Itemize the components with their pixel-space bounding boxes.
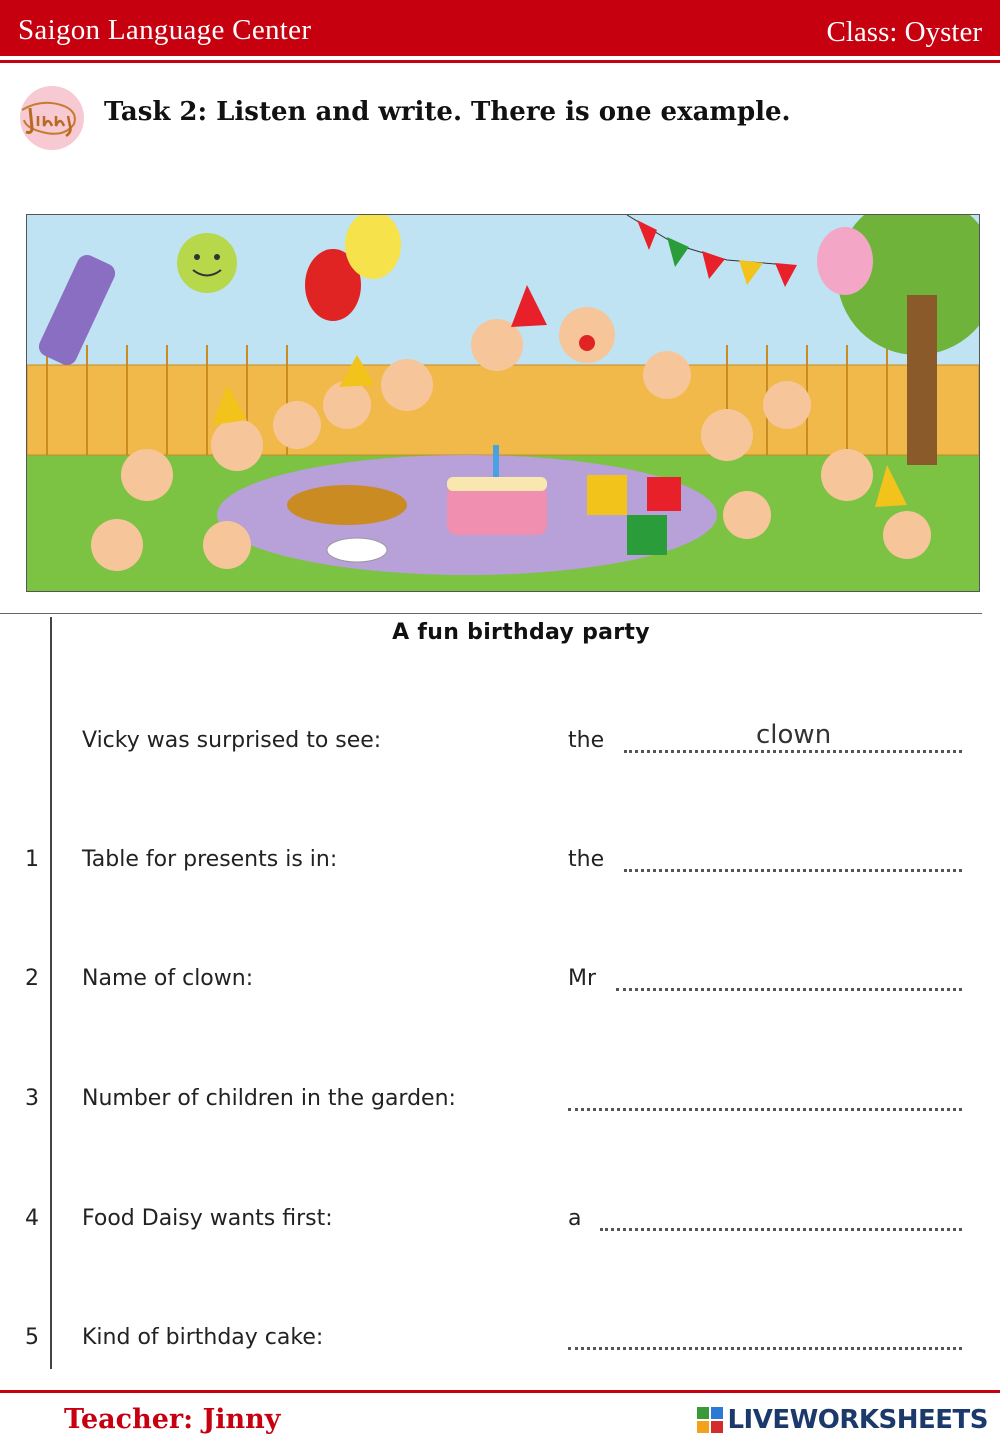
answer-field[interactable]	[616, 966, 962, 991]
question-text: Number of children in the garden:	[82, 1086, 456, 1111]
question-number: 1	[25, 847, 39, 872]
class-label: Class: Oyster	[826, 16, 982, 48]
section-divider	[0, 613, 982, 614]
answer-field[interactable]	[568, 1086, 962, 1111]
answer-prefix: a	[568, 1206, 582, 1231]
school-name: Saigon Language Center	[18, 14, 312, 46]
footer-divider	[0, 1390, 1000, 1393]
header-divider	[0, 60, 1000, 63]
question-number: 2	[25, 966, 39, 991]
example-row	[0, 720, 1000, 768]
question-number: 5	[25, 1325, 39, 1350]
jinny-logo	[12, 80, 86, 152]
question-number: 4	[25, 1206, 39, 1231]
question-row-2	[0, 966, 1000, 1006]
question-text: Food Daisy wants first:	[82, 1206, 333, 1231]
answer-field[interactable]	[624, 847, 962, 872]
question-text: Name of clown:	[82, 966, 254, 991]
header-bar	[0, 0, 1000, 56]
task-instruction: Task 2: Listen and write. There is one example.	[104, 97, 791, 127]
question-row-4	[0, 1206, 1000, 1246]
example-prefix: the	[568, 728, 605, 753]
question-row-5	[0, 1325, 1000, 1365]
answer-field[interactable]	[600, 1206, 962, 1231]
answer-prefix: the	[568, 847, 605, 872]
liveworksheets-icon	[697, 1407, 723, 1433]
answer-prefix: Mr	[568, 966, 597, 991]
liveworksheets-brand	[697, 1404, 988, 1436]
example-answer: clown	[756, 720, 832, 750]
question-row-3	[0, 1086, 1000, 1126]
question-text: Table for presents is in:	[82, 847, 338, 872]
example-question: Vicky was surprised to see:	[82, 728, 382, 753]
question-text: Kind of birthday cake:	[82, 1325, 324, 1350]
answer-field[interactable]	[568, 1325, 962, 1350]
question-number: 3	[25, 1086, 39, 1111]
question-row-1	[0, 847, 1000, 887]
party-illustration	[26, 214, 980, 592]
teacher-name: Teacher: Jinny	[64, 1404, 281, 1435]
liveworksheets-logo-text: LIVEWORKSHEETS	[727, 1405, 988, 1435]
worksheet-title: A fun birthday party	[392, 620, 650, 645]
